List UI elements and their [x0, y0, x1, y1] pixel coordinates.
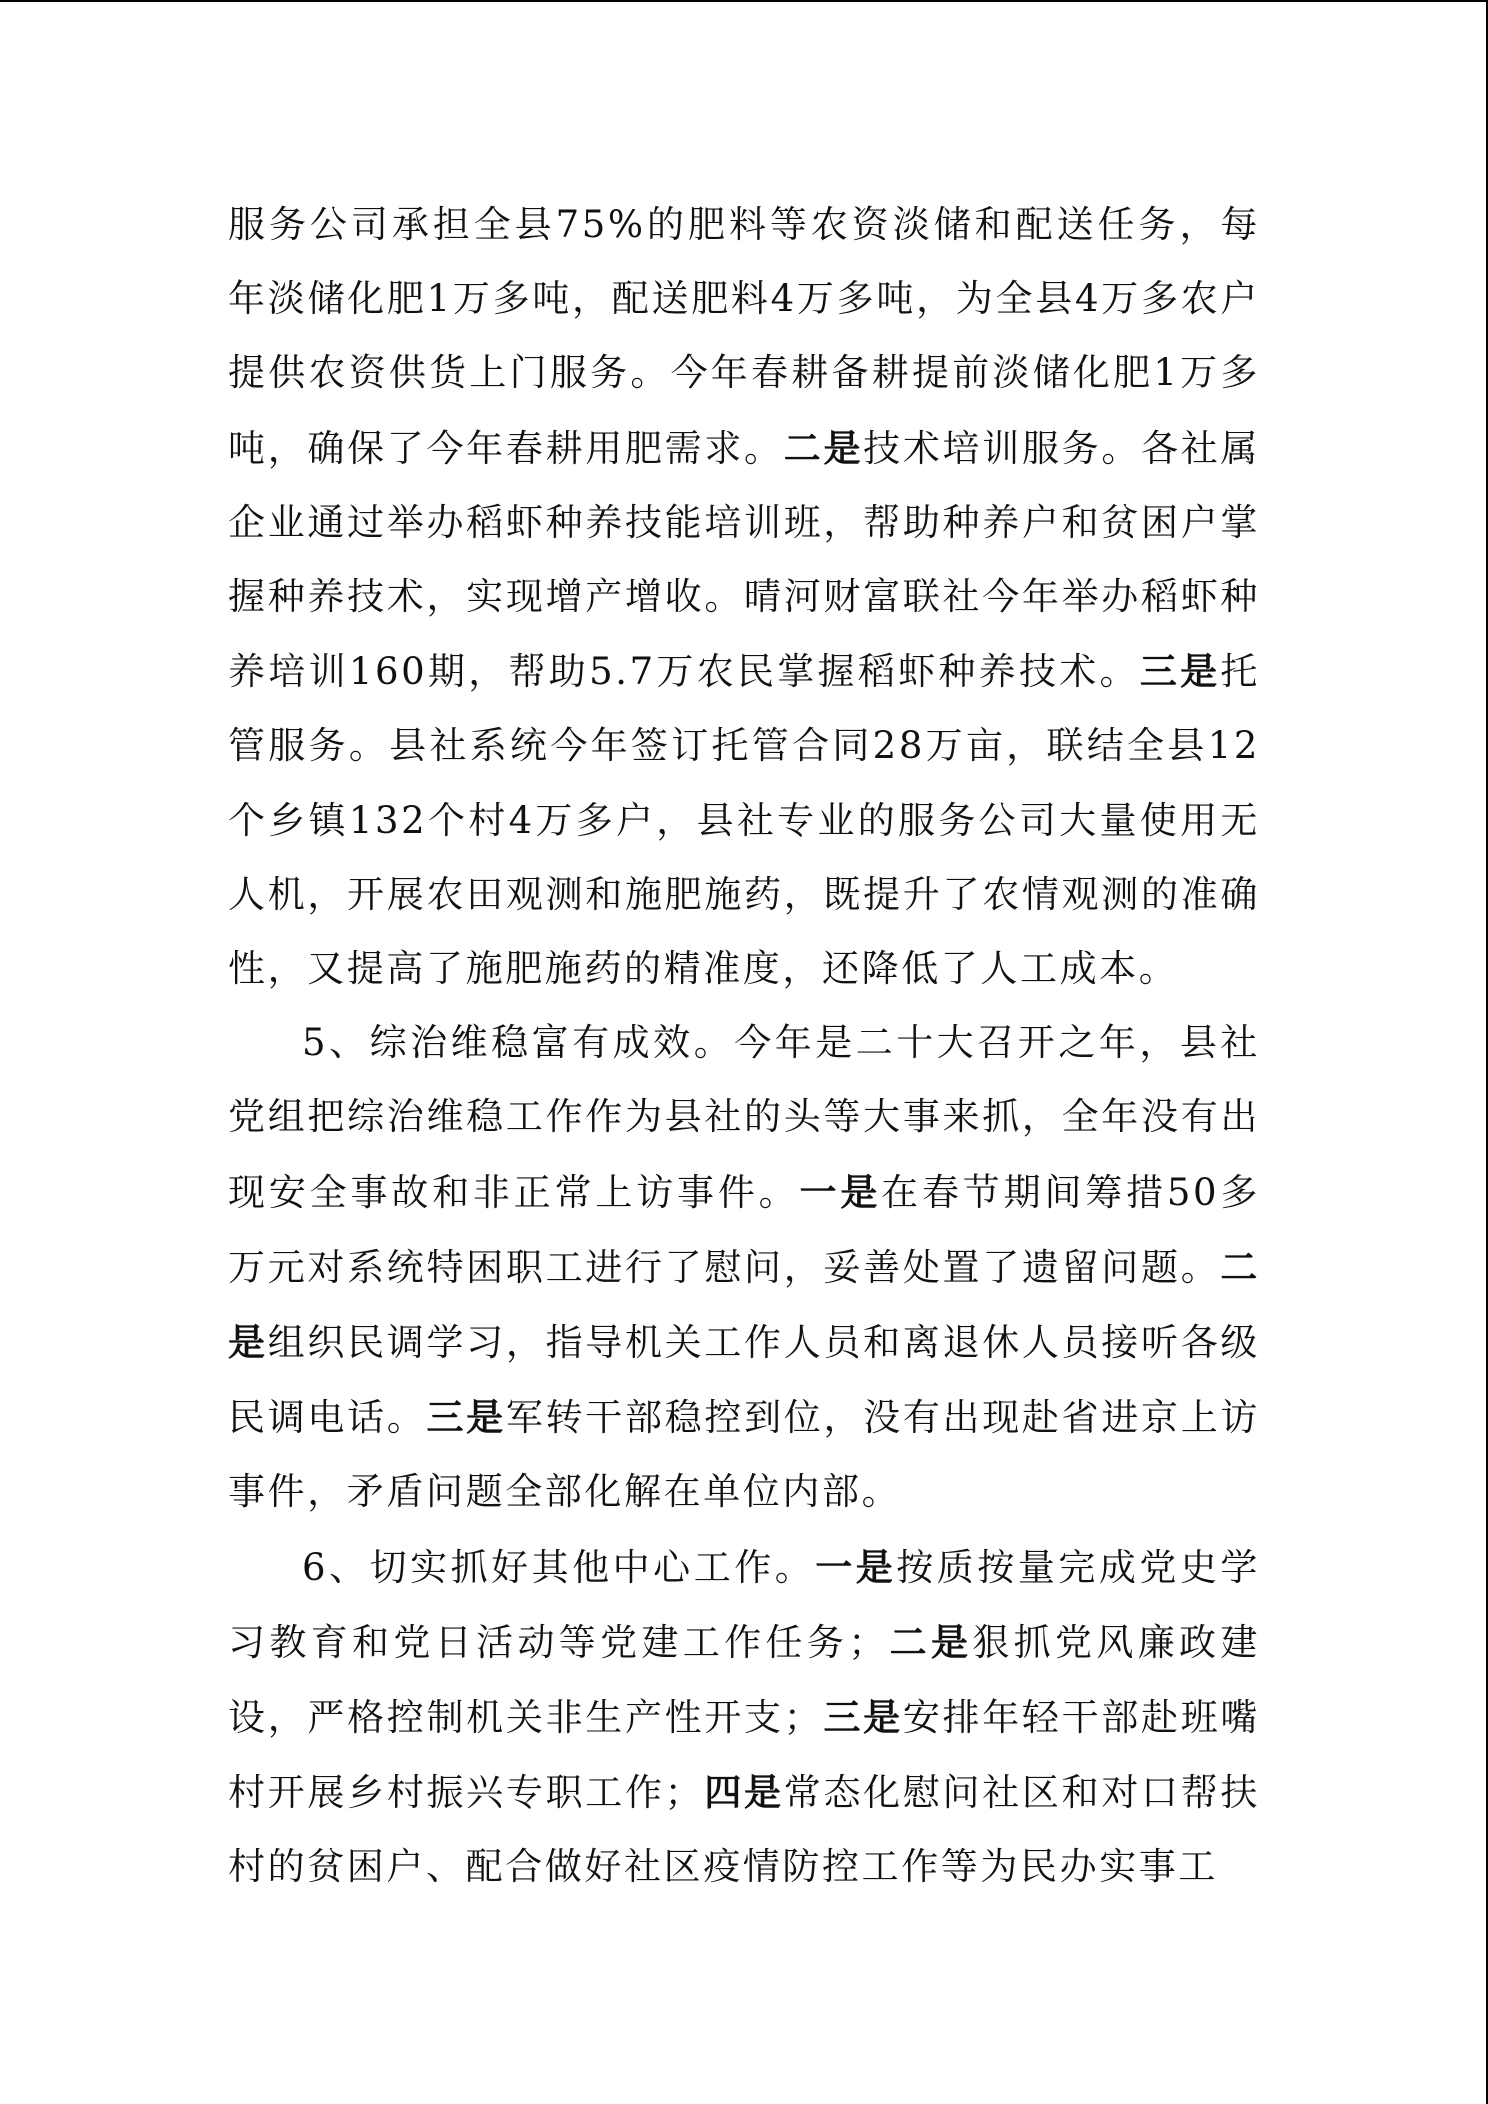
paragraph-text: 技术培训服务。各社属企业通过举办稻虾种养技能培训班，帮助种养户和贫困户掌握种养技术，实现增产增收。晴河财富联社今年举办稻虾种养培训160期，帮助5.7万农民掌握稻虾种养技术。 [228, 426, 1261, 694]
paragraph-text: 组织民调学习，指导机关工作人员和离退休人员接听各级民调电话。 [228, 1321, 1260, 1440]
emphasis-label: 二是 [228, 1244, 1260, 1365]
emphasis-label: 一是 [815, 1544, 897, 1589]
emphasis-label: 二是 [783, 425, 864, 470]
emphasis-label: 二是 [887, 1619, 973, 1664]
paragraph-text: 6、切实抓好其他中心工作。 [302, 1545, 816, 1589]
paragraph-section-5 [228, 1006, 1260, 1529]
paragraph-text: 托管服务。县社系统今年签订托管合同28万亩，联结全县12个乡镇132个村4万多户，县社专业的服务公司大量使用无人机，开展农田观测和施肥施药，既提升了农情观测的准确性，又提高了施肥施药的精准度，还降低了人工成本。 [228, 650, 1261, 991]
paragraph-text: 5、综治维稳富有成效。今年是二十大召开之年，县社党组把综治维稳工作作为县社的头等大事来抓，全年没有出现安全事故和非正常上访事件。 [228, 1021, 1260, 1214]
paragraph-section-6 [228, 1530, 1260, 1905]
paragraph-text: 军转干部稳控到位，没有出现赴省进京上访事件，矛盾问题全部化解在单位内部。 [228, 1396, 1261, 1514]
paragraph-text: 在春节期间筹措50多万元对系统特困职工进行了慰问，妥善处置了遗留问题。 [228, 1170, 1261, 1289]
paragraph-text: 服务公司承担全县75%的肥料等农资淡储和配送任务，每年淡储化肥1万多吨，配送肥料4万多吨，为全县4万多农户提供农资供货上门服务。今年春耕备耕提前淡储化肥1万多吨，确保了今年春耕用肥需求。 [228, 203, 1260, 470]
paragraph-service-company [228, 188, 1260, 1006]
paragraph-text: 狠抓党风廉政建设，严格控制机关非生产性开支； [228, 1620, 1260, 1740]
paragraph-text: 常态化慰问社区和对口帮扶村的贫困户、配合做好社区疫情防控工作等为民办实事工 [228, 1771, 1261, 1889]
document-body [228, 188, 1260, 1905]
emphasis-label: 三是 [823, 1695, 903, 1740]
emphasis-label: 三是 [426, 1395, 506, 1440]
emphasis-label: 四是 [704, 1770, 784, 1815]
emphasis-label: 三是 [1139, 649, 1221, 694]
emphasis-label: 一是 [799, 1169, 882, 1214]
paragraph-text: 按质按量完成党史学习教育和党日活动等党建工作任务； [228, 1545, 1261, 1664]
paragraph-text: 安排年轻干部赴班嘴村开展乡村振兴专职工作； [228, 1696, 1261, 1815]
